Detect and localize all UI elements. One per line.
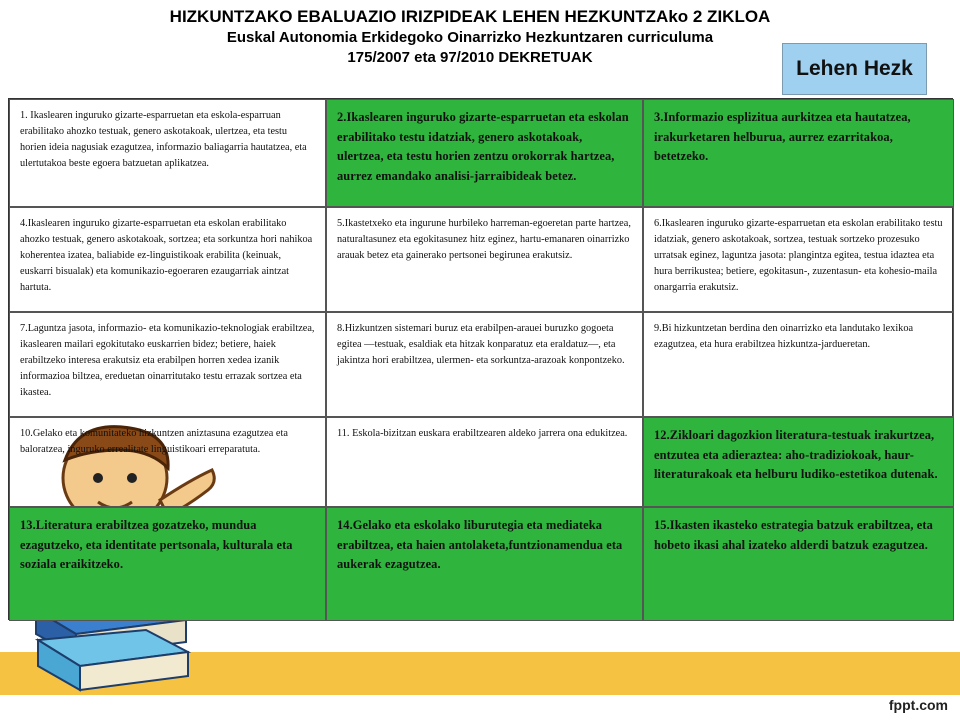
criterion-cell-highlighted: 13.Literatura erabiltzea gozatzeko, mundua ezagutzeko, eta identitate pertsonala, kulturala eta soziala eraikitzeko. [9,507,326,621]
criterion-cell: 4.Ikaslearen inguruko gizarte-esparruetan eta eskolan erabilitako ahozko testuak, genero askotakoak, sortzea; eta sorkuntza hori nahikoa koherentea izatea, baliabide ez-linguistikoak erabilita (keinuak, euskarri bisualak) eta komunikazio-egoeraren ezaugarriak aintzat hartuta. [9,207,326,312]
criterion-cell-highlighted: 3.Informazio esplizitua aurkitzea eta hautatzea, irakurketaren helburua, aurrez ezarritakoa, betetzeko. [643,99,954,207]
criterion-cell-highlighted: 12.Zikloari dagozkion literatura-testuak irakurtzea, entzutea eta adieraztea: aho-tradiziokoak, haur-literaturakoak eta helburu ludiko-estetikoa dutenak. [643,417,954,507]
criterion-cell: 1. Ikaslearen inguruko gizarte-esparruetan eta eskola-esparruan erabilitako ahozko testuak, genero askotakoak, ulertzea, eta testu horien ideia nagusiak ezagutzea, informazio baliagarria hautatzea, eta ulertutakoa beste egoera batzuetan aplikatzea. [9,99,326,207]
criterion-cell-highlighted: 2.Ikaslearen inguruko gizarte-esparruetan eta eskolan erabilitako testu idatziak, genero askotakoak, ulertzea, eta testu horien zentzu orokorrak hartzea, aurrez emandako analisi-jarraibideak betez. [326,99,643,207]
decree-reference: 175/2007 eta 97/2010 DEKRETUAK [347,49,593,66]
criterion-cell-highlighted: 15.Ikasten ikasteko estrategia batzuk erabiltzea, eta hobeto ikasi ahal izateko alderdi batzuk ezagutzea. [643,507,954,621]
criterion-cell: 8.Hizkuntzen sistemari buruz eta erabilpen-arauei buruzko gogoeta egitea —testuak, esaldiak eta hitzak konparatuz eta eraldatuz—, eta jakintza hori erabiltzea, ulermen- eta sorkuntza-arazoak konpontzeko. [326,312,643,417]
slide-header [40,6,900,68]
slide-title: HIZKUNTZAKO EBALUAZIO IRIZPIDEAK LEHEN HEZKUNTZAko 2 ZIKLOA [169,7,771,26]
criterion-cell: 9.Bi hizkuntzetan berdina den oinarrizko eta landutako lexikoa ezagutzea, eta hura erabiltzea hizkuntza-jardueretan. [643,312,954,417]
criterion-cell-highlighted: 14.Gelako eta eskolako liburutegia eta mediateka erabiltzea, eta haien antolaketa,funtzionamendua eta aukerak ezagutzea. [326,507,643,621]
criterion-cell: 6.Ikaslearen inguruko gizarte-esparruetan eta eskolan erabilitako testu idatziak, genero askotakoak, sortzea, testuak sortzeko prozesuko urratsak eginez, laguntza jasota: plangintza egitea, testua idaztea eta hura berrikustea; betiere, egokitasun-, zuzentasun- eta kohesio-maila onargarria erakutsiz. [643,207,954,312]
criterion-cell: 7.Laguntza jasota, informazio- eta komunikazio-teknologiak erabiltzea, ikaslearen mailari egokitutako euskarrien bidez; betiere, haiek erabiltzeko interesa erakutsiz eta erabilpen horren xedea izanik informazioa biltzea, ereduetan oinarritutako testu errazak sortzea eta ikastea. [9,312,326,417]
criterion-cell: 5.Ikastetxeko eta ingurune hurbileko harreman-egoeretan parte hartzea, naturaltasunez eta egokitasunez hitz eginez, hartu-emanaren oinarrizko arauak betez eta gainerako pertsonei begirunea erakutsiz. [326,207,643,312]
criterion-cell: 10.Gelako eta komunitateko hizkuntzen aniztasuna ezagutzea eta baloratzea, inguruko errealitate linguistikoari erreparatuta. [9,417,326,507]
footer-brand: fppt.com [888,697,948,713]
level-badge: Lehen Hezk [782,43,927,95]
slide-subtitle: Euskal Autonomia Erkidegoko Oinarrizko Hezkuntzaren curriculuma [226,29,714,46]
criterion-cell: 11. Eskola-bizitzan euskara erabiltzearen aldeko jarrera ona edukitzea. [326,417,643,507]
evaluation-criteria-table [8,98,953,620]
